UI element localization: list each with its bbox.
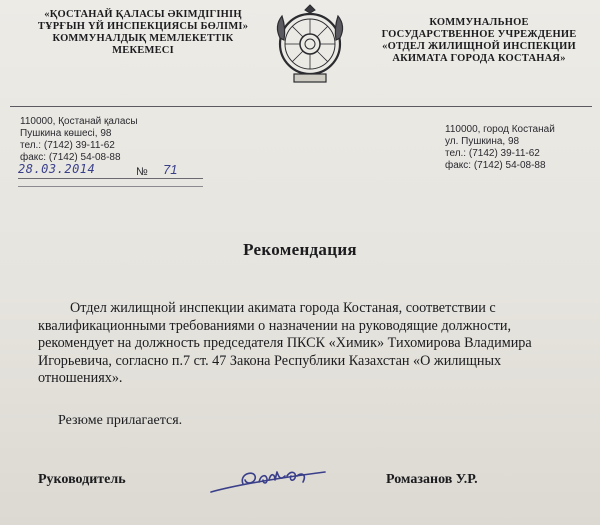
address-line: Пушкина көшесі, 98 <box>20 128 112 139</box>
body-line: отношениях». <box>38 370 123 386</box>
document-body <box>38 300 582 388</box>
signer-name: Ромазанов У.Р. <box>386 472 478 487</box>
header-divider <box>10 106 592 107</box>
header-kazakh-line: МЕКЕМЕСІ <box>112 45 174 56</box>
header-kazakh-line: КОММУНАЛДЫҚ МЕМЛЕКЕТТІК <box>52 33 234 44</box>
registration-number: 71 <box>163 162 178 177</box>
header-russian-line: АКИМАТА ГОРОДА КОСТАНАЯ» <box>392 53 566 64</box>
header-russian <box>370 17 588 65</box>
header-kazakh-line: «ҚОСТАНАЙ ҚАЛАСЫ ӘКІМДІГІНІҢ <box>44 9 242 20</box>
registration-underline <box>18 178 203 179</box>
attachment-note: Резюме прилагается. <box>58 413 183 428</box>
header-russian-line: «ОТДЕЛ ЖИЛИЩНОЙ ИНСПЕКЦИИ <box>382 41 576 52</box>
body-line: рекомендует на должность председателя ПКСК «Химик» Тихомирова Владимира <box>38 335 532 351</box>
body-line: Игорьевича, согласно п.7 ст. 47 Закона Республики Казахстан «О жилищных <box>38 352 502 369</box>
body-line: Отдел жилищной инспекции акимата города Костаная, соответствии с <box>70 300 496 316</box>
header-kazakh <box>18 9 268 57</box>
registration-underline-second <box>18 186 203 187</box>
address-line: ул. Пушкина, 98 <box>445 136 520 147</box>
signer-role: Руководитель <box>38 472 126 487</box>
address-line: тел.: (7142) 39-11-62 <box>20 140 115 151</box>
body-line: квалификационными требованиями о назначении на руководящие должности, <box>38 317 512 334</box>
kazakhstan-state-emblem-icon <box>272 4 348 88</box>
address-line: 110000, Қостанай қаласы <box>20 116 138 127</box>
address-line: факс: (7142) 54-08-88 <box>445 160 546 171</box>
address-line: тел.: (7142) 39-11-62 <box>445 148 540 159</box>
header-russian-line: ГОСУДАРСТВЕННОЕ УЧРЕЖДЕНИЕ <box>381 29 577 40</box>
document-title: Рекомендация <box>243 240 357 259</box>
address-kazakh <box>20 116 138 164</box>
address-line: 110000, город Костанай <box>445 124 555 135</box>
address-russian <box>445 124 555 172</box>
registration-date: 28.03.2014 <box>18 162 96 176</box>
header-kazakh-line: ТҰРҒЫН ҮЙ ИНСПЕКЦИЯСЫ БӨЛІМІ» <box>37 21 249 32</box>
handwritten-signature <box>203 462 333 498</box>
number-sign: № <box>136 166 148 178</box>
address-line: факс: (7142) 54-08-88 <box>20 152 121 163</box>
header-russian-line: КОММУНАЛЬНОЕ <box>429 17 529 28</box>
